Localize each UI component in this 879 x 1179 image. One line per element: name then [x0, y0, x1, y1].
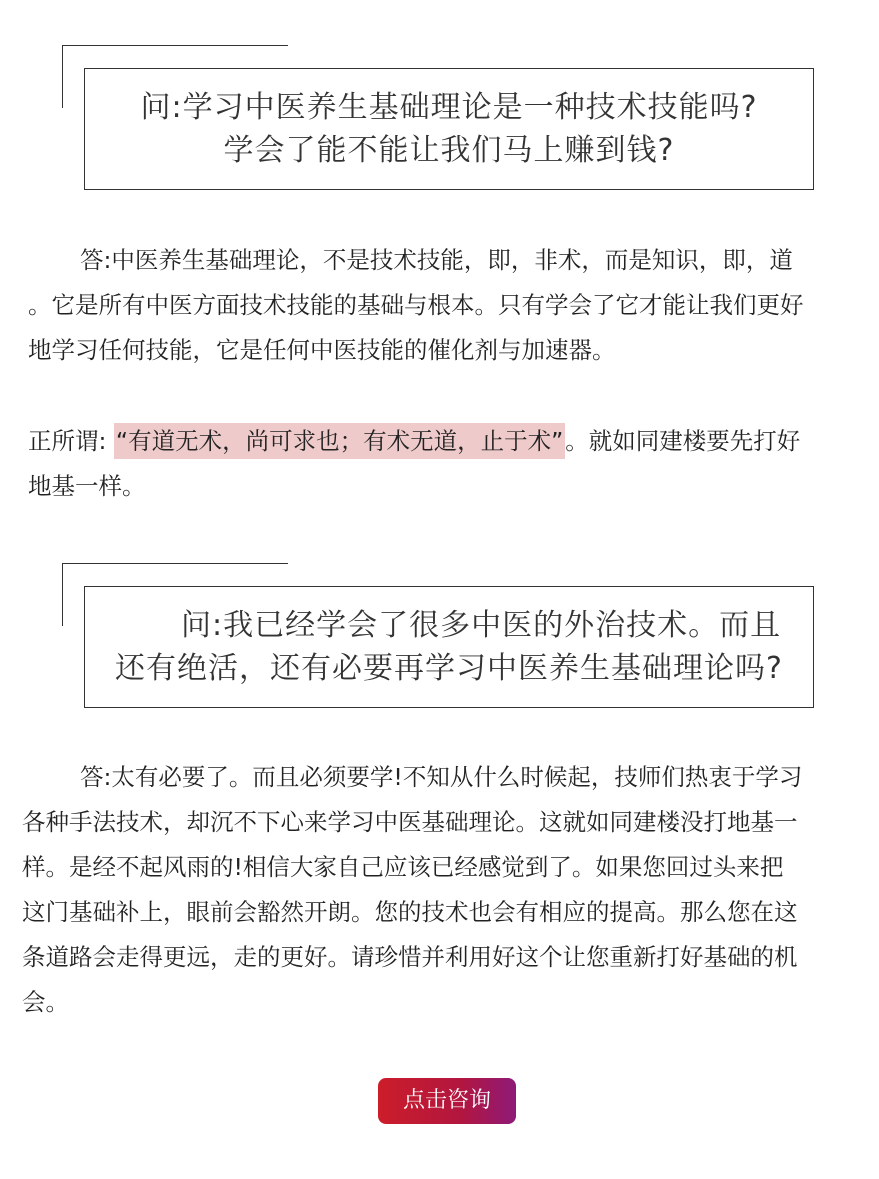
answer-2-line-6: 会。: [22, 988, 69, 1016]
question-2-box: [84, 586, 814, 708]
answer-2-line-5: 条道路会走得更远，走的更好。请珍惜并利用好这个让您重新打好基础的机: [22, 943, 798, 971]
answer-1-line-1: 答:中医养生基础理论，不是技术技能，即，非术，而是知识，即，道: [80, 246, 793, 274]
question-1-text: [140, 86, 757, 172]
question-1-box: [84, 68, 814, 190]
answer-1: [28, 238, 868, 373]
question-1-line-2: 学会了能不能让我们马上赚到钱?: [223, 133, 675, 168]
answer-1-line-2: 。它是所有中医方面技术技能的基础与根本。只有学会了它才能让我们更好: [28, 291, 804, 319]
answer-2-line-4: 这门基础补上，眼前会豁然开朗。您的技术也会有相应的提高。那么您在这: [22, 898, 798, 926]
question-2-line-2: 还有绝活，还有必要再学习中医养生基础理论吗?: [115, 651, 783, 686]
answer-2: [22, 755, 872, 1025]
quote-last-line: 地基一样。: [28, 472, 146, 500]
quote-after: 。就如同建楼要先打好: [565, 427, 801, 455]
answer-1-quote-paragraph: [28, 419, 873, 509]
answer-2-line-3: 样。是经不起风雨的!相信大家自己应该已经感觉到了。如果您回过头来把: [22, 853, 784, 881]
answer-1-quote-line: [28, 419, 873, 464]
answer-1-line-3: 地学习任何技能，它是任何中医技能的催化剂与加速器。: [28, 336, 616, 364]
question-2-line-1: 问:我已经学会了很多中医的外治技术。而且: [181, 608, 782, 643]
quote-prefix: 正所谓:: [28, 427, 114, 455]
question-2-text: [115, 604, 783, 690]
highlighted-quote: “有道无术，尚可求也；有术无道，止于术”: [114, 423, 565, 459]
answer-2-line-1: 答:太有必要了。而且必须要学!不知从什么时候起，技师们热衷于学习: [80, 763, 803, 791]
consult-button[interactable]: 点击咨询: [378, 1078, 516, 1124]
question-1-line-1: 问:学习中医养生基础理论是一种技术技能吗?: [140, 90, 758, 125]
answer-2-line-2: 各种手法技术，却沉不下心来学习中医基础理论。这就如同建楼没打地基一: [22, 808, 798, 836]
